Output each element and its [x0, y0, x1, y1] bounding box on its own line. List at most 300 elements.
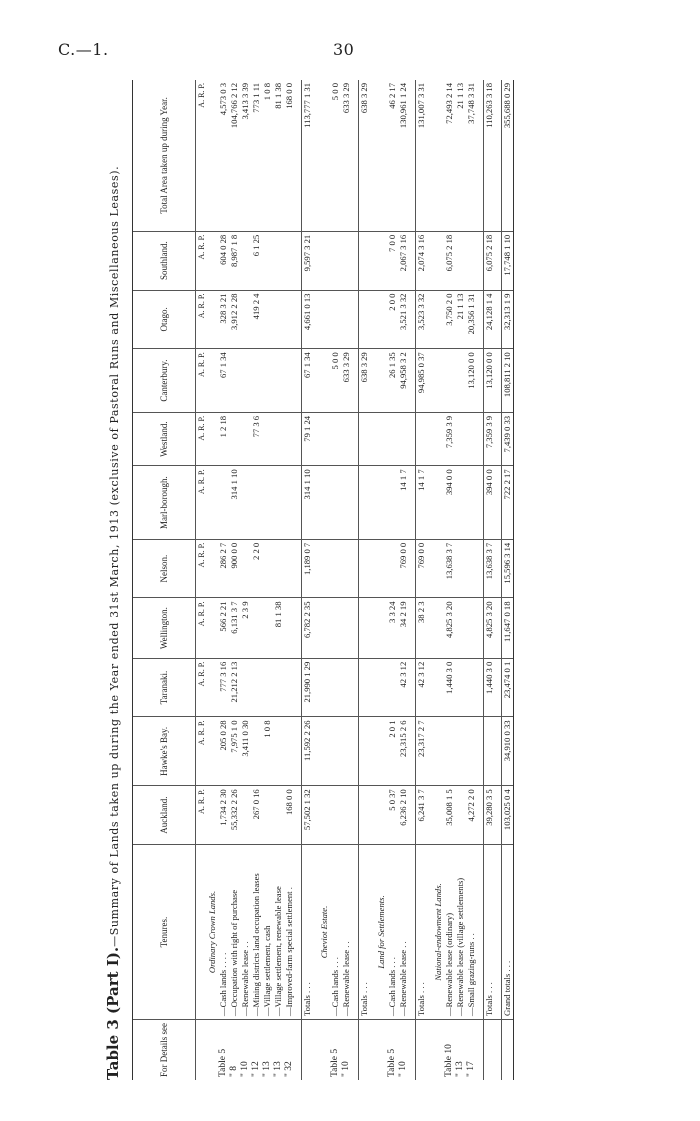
row-value: 7,975 1 0	[229, 717, 240, 786]
row-value	[341, 290, 352, 349]
row-value: 103,025 0 4	[502, 786, 514, 845]
row-value	[273, 539, 284, 598]
row-value: 21 1 13	[455, 290, 466, 349]
row-value	[466, 466, 477, 539]
row-ref-empty	[302, 1020, 314, 1081]
section-spacer	[319, 80, 330, 231]
section-heading: Ordinary Crown Lands.	[207, 845, 218, 1020]
section-spacer	[433, 717, 444, 786]
summary-table	[132, 80, 514, 1080]
row-value	[330, 598, 341, 658]
row-value: 13,638 3 7	[484, 539, 496, 598]
row-value	[284, 717, 295, 786]
row-total-cell: 633 3 29	[341, 80, 352, 231]
row-value	[466, 412, 477, 465]
row-value	[273, 349, 284, 413]
row-value	[284, 658, 295, 717]
units-label: A. R. P.	[196, 290, 208, 349]
row-label: —Improved-farm special settlement .	[284, 845, 295, 1020]
row-value	[359, 290, 371, 349]
district-header: Canterbury.	[133, 349, 196, 413]
table-row	[330, 80, 341, 1080]
row-value	[251, 349, 262, 413]
row-ref: Table 10	[444, 1044, 454, 1077]
page-code: C.—1.	[58, 40, 109, 59]
section-spacer	[376, 231, 387, 290]
row-value	[330, 539, 341, 598]
row-label: Totals . . .	[359, 845, 371, 1020]
units-spacer	[196, 1020, 208, 1081]
row-value: 11,592 2 26	[302, 717, 314, 786]
row-value	[359, 717, 371, 786]
row-value	[273, 290, 284, 349]
row-value	[240, 466, 251, 539]
row-value: 3,411 0 30	[240, 717, 251, 786]
row-value	[284, 539, 295, 598]
units-label: A. R. P.	[196, 717, 208, 786]
units-label: A. R. P.	[196, 231, 208, 290]
section-spacer	[207, 598, 218, 658]
row-value	[262, 231, 273, 290]
row-value	[455, 717, 466, 786]
row-label: —Cash lands . . .	[330, 845, 341, 1020]
row-value	[251, 598, 262, 658]
row-value: 42 3 12	[398, 658, 409, 717]
row-value	[359, 658, 371, 717]
table-row	[444, 80, 455, 1080]
units-row	[196, 80, 208, 1080]
row-value: 67 1 34	[218, 349, 229, 413]
row-value	[251, 717, 262, 786]
row-total-cell: 72,493 2 14	[444, 80, 455, 231]
row-value: 26 1 35	[387, 349, 398, 413]
row-value: 394 0 0	[444, 466, 455, 539]
row-value: 34,910 0 33	[502, 717, 514, 786]
row-value	[262, 786, 273, 845]
row-value: 13,638 3 7	[444, 539, 455, 598]
row-value	[387, 539, 398, 598]
row-value	[273, 412, 284, 465]
row-total-cell: 355,688 0 29	[502, 80, 514, 231]
row-value	[240, 539, 251, 598]
row-value	[359, 231, 371, 290]
row-value	[359, 598, 371, 658]
section-spacer	[207, 290, 218, 349]
row-value: 6 1 25	[251, 231, 262, 290]
row-value: 94,958 3 2	[398, 349, 409, 413]
row-total-cell: 773 1 11	[251, 80, 262, 231]
section-spacer	[376, 598, 387, 658]
table-row	[273, 80, 284, 1080]
row-value: 6,782 2 35	[302, 598, 314, 658]
row-value	[444, 349, 455, 413]
section-spacer	[433, 786, 444, 845]
row-value	[466, 658, 477, 717]
table-row	[240, 80, 251, 1080]
row-value	[273, 786, 284, 845]
row-value	[273, 466, 284, 539]
row-value	[330, 231, 341, 290]
row-value: 77 3 6	[251, 412, 262, 465]
section-spacer	[207, 786, 218, 845]
row-value	[273, 231, 284, 290]
units-label: A. R. P.	[196, 80, 208, 231]
table-row	[251, 80, 262, 1080]
row-label: —Renewable lease . .	[341, 845, 352, 1020]
row-value: 314 1 10	[302, 466, 314, 539]
row-value	[284, 349, 295, 413]
section-spacer	[433, 466, 444, 539]
row-value: 5 0 37	[387, 786, 398, 845]
page-number: 30	[333, 40, 355, 59]
table-row	[262, 80, 273, 1080]
district-header: Nelson.	[133, 539, 196, 598]
units-spacer	[196, 845, 208, 1020]
row-value: 2 3 9	[240, 598, 251, 658]
row-value	[387, 658, 398, 717]
row-value	[262, 539, 273, 598]
row-value	[455, 466, 466, 539]
header-row	[133, 80, 196, 1080]
row-value: 6,075 2 18	[484, 231, 496, 290]
row-value: 777 3 16	[218, 658, 229, 717]
section-spacer	[433, 290, 444, 349]
row-value: 1 2 18	[218, 412, 229, 465]
row-value: 722 2 17	[502, 466, 514, 539]
row-value	[359, 539, 371, 598]
row-value	[284, 466, 295, 539]
row-value	[455, 598, 466, 658]
row-value: 17,748 1 10	[502, 231, 514, 290]
row-value: 21,212 2 13	[229, 658, 240, 717]
row-value	[341, 658, 352, 717]
table-row	[398, 80, 409, 1080]
row-value: 419 2 4	[251, 290, 262, 349]
row-value	[484, 717, 496, 786]
row-total-cell: 113,777 1 31	[302, 80, 314, 231]
row-value	[341, 466, 352, 539]
units-label: A. R. P.	[196, 786, 208, 845]
row-value: 34 2 19	[398, 598, 409, 658]
row-value	[341, 231, 352, 290]
row-label: —Renewable lease . .	[240, 845, 251, 1020]
units-label: A. R. P.	[196, 598, 208, 658]
row-label: Grand totals . . .	[502, 845, 514, 1020]
row-value	[284, 598, 295, 658]
section-spacer	[207, 349, 218, 413]
row-value	[330, 412, 341, 465]
row-value: 328 3 21	[218, 290, 229, 349]
row-value	[229, 412, 240, 465]
row-value: 286 2 7	[218, 539, 229, 598]
units-label: A. R. P.	[196, 658, 208, 717]
row-total-cell: 1 0 8	[262, 80, 273, 231]
section-spacer	[433, 412, 444, 465]
district-header: Hawke's Bay.	[133, 717, 196, 786]
row-value: 24,128 1 4	[484, 290, 496, 349]
row-label: —Cash lands . . . .	[218, 845, 229, 1020]
row-total-cell: 110,263 3 18	[484, 80, 496, 231]
row-value	[359, 786, 371, 845]
row-value	[341, 786, 352, 845]
section-spacer	[376, 717, 387, 786]
row-label: —Renewable lease . .	[398, 845, 409, 1020]
row-value: 3,912 2 28	[229, 290, 240, 349]
row-value: 42 3 12	[416, 658, 428, 717]
row-value	[359, 412, 371, 465]
row-label: Totals . . .	[416, 845, 428, 1020]
district-header: Otago.	[133, 290, 196, 349]
row-label: —Village settlement, cash	[262, 845, 273, 1020]
section-spacer	[207, 658, 218, 717]
section-spacer	[319, 598, 330, 658]
row-total-cell: 104,766 2 12	[229, 80, 240, 231]
row-value	[273, 717, 284, 786]
row-value	[341, 412, 352, 465]
row-label: —Small grazing-runs . .	[466, 845, 477, 1020]
row-value	[455, 658, 466, 717]
district-header: Wellington.	[133, 598, 196, 658]
row-value: 6,241 3 7	[416, 786, 428, 845]
section-heading-row	[433, 80, 444, 1080]
row-value: 267 0 16	[251, 786, 262, 845]
row-value	[444, 717, 455, 786]
row-value: 2,074 3 16	[416, 231, 428, 290]
row-value: 5 0 0	[330, 349, 341, 413]
row-value	[262, 412, 273, 465]
row-value	[455, 231, 466, 290]
row-value: 11,647 0 18	[502, 598, 514, 658]
units-label: A. R. P.	[196, 412, 208, 465]
row-label: —Village settlement, renewable lease	[273, 845, 284, 1020]
row-total-cell: 81 1 38	[273, 80, 284, 231]
row-value	[466, 539, 477, 598]
row-value: 633 3 29	[341, 349, 352, 413]
row-total-cell: 638 3 29	[359, 80, 371, 231]
section-spacer	[207, 231, 218, 290]
row-value: 81 1 38	[273, 598, 284, 658]
totals-row	[359, 80, 371, 1080]
section-spacer	[319, 539, 330, 598]
row-value: 15,596 3 14	[502, 539, 514, 598]
row-value	[455, 539, 466, 598]
section-spacer	[376, 1020, 387, 1081]
row-value	[416, 412, 428, 465]
row-value: 32,313 1 9	[502, 290, 514, 349]
row-ref-empty	[359, 1020, 371, 1081]
row-label: —Cash lands . . .	[387, 845, 398, 1020]
table-row	[466, 80, 477, 1080]
section-spacer	[207, 1020, 218, 1081]
row-value	[284, 412, 295, 465]
section-heading: Land for Settlements.	[376, 845, 387, 1020]
total-area-header: Total Area taken up during Year.	[133, 80, 196, 231]
section-heading: National-endowment Lands.	[433, 845, 444, 1020]
row-value	[387, 412, 398, 465]
row-value	[455, 349, 466, 413]
row-value: 14 1 7	[416, 466, 428, 539]
row-ref: " 12	[251, 1061, 261, 1077]
section-spacer	[376, 290, 387, 349]
section-spacer	[433, 349, 444, 413]
row-label: —Occupation with right of purchase	[229, 845, 240, 1020]
row-label: —Renewable lease (village settlements)	[455, 845, 466, 1020]
table-row	[229, 80, 240, 1080]
row-value	[251, 466, 262, 539]
section-spacer	[433, 1020, 444, 1081]
row-value: 108,811 2 10	[502, 349, 514, 413]
row-value	[284, 290, 295, 349]
row-value	[240, 290, 251, 349]
section-spacer	[207, 80, 218, 231]
row-ref: " 8	[229, 1065, 239, 1077]
units-label: A. R. P.	[196, 539, 208, 598]
section-spacer	[376, 539, 387, 598]
section-spacer	[319, 466, 330, 539]
row-value	[341, 539, 352, 598]
row-value: 20,356 1 31	[466, 290, 477, 349]
table-row	[218, 80, 229, 1080]
section-heading-row	[319, 80, 330, 1080]
row-total-cell: 37,748 3 31	[466, 80, 477, 231]
section-spacer	[433, 658, 444, 717]
totals-row	[416, 80, 428, 1080]
row-value: 13,120 0 0	[466, 349, 477, 413]
row-value: 3 3 24	[387, 598, 398, 658]
row-value: 638 3 29	[359, 349, 371, 413]
section-spacer	[433, 231, 444, 290]
row-value	[229, 349, 240, 413]
section-spacer	[207, 539, 218, 598]
row-value: 2 0 1	[387, 717, 398, 786]
row-value: 2,067 3 16	[398, 231, 409, 290]
row-value	[240, 412, 251, 465]
row-value	[387, 466, 398, 539]
section-spacer	[433, 598, 444, 658]
row-value	[262, 598, 273, 658]
row-value: 604 0 28	[218, 231, 229, 290]
section-heading-row	[376, 80, 387, 1080]
section-spacer	[207, 466, 218, 539]
row-value: 35,008 1 5	[444, 786, 455, 845]
row-value	[466, 598, 477, 658]
row-value	[466, 231, 477, 290]
row-value: 7 0 0	[387, 231, 398, 290]
row-value: 39,280 3 5	[484, 786, 496, 845]
row-value: 4,825 3 20	[484, 598, 496, 658]
totals-row	[302, 80, 314, 1080]
section-spacer	[433, 80, 444, 231]
row-value	[273, 658, 284, 717]
section-spacer	[319, 412, 330, 465]
row-ref: " 13	[262, 1061, 272, 1077]
row-value: 1,440 3 0	[444, 658, 455, 717]
table-row	[284, 80, 295, 1080]
section-spacer	[376, 412, 387, 465]
district-header: Auckland.	[133, 786, 196, 845]
row-value: 23,317 2 7	[416, 717, 428, 786]
row-value: 900 0 0	[229, 539, 240, 598]
row-value: 23,315 2 6	[398, 717, 409, 786]
row-value: 205 0 28	[218, 717, 229, 786]
table-title-subtitle: —Summary of Lands taken up during the Year ended 31st March, 1913 (exclusive of Pastoral Runs and Miscellaneous Leases).	[108, 165, 121, 947]
row-value	[262, 349, 273, 413]
row-value: 2 0 0	[387, 290, 398, 349]
row-value	[455, 786, 466, 845]
row-value: 394 0 0	[484, 466, 496, 539]
row-total-cell: 4,573 0 3	[218, 80, 229, 231]
district-header: Southland.	[133, 231, 196, 290]
row-total-cell: 130,961 1 24	[398, 80, 409, 231]
table-title-main: Table 3 (Part I).	[104, 946, 122, 1080]
row-value	[262, 466, 273, 539]
section-spacer	[319, 1020, 330, 1081]
section-spacer	[319, 290, 330, 349]
row-value	[330, 466, 341, 539]
row-value: 94,985 0 37	[416, 349, 428, 413]
row-value: 3,750 2 0	[444, 290, 455, 349]
row-value	[330, 658, 341, 717]
row-value	[284, 231, 295, 290]
ref-header: For Details see	[133, 1020, 196, 1081]
row-value	[330, 290, 341, 349]
section-spacer	[319, 658, 330, 717]
row-value: 13,120 0 0	[484, 349, 496, 413]
row-label: —Mining districts land occupation leases	[251, 845, 262, 1020]
rotated-table-panel	[100, 80, 590, 1080]
totals-row	[484, 80, 496, 1080]
tenures-header: Tenures.	[133, 845, 196, 1020]
row-ref: Table 5	[387, 1048, 397, 1077]
row-ref: Table 5	[330, 1048, 340, 1077]
row-total-cell: 46 2 17	[387, 80, 398, 231]
section-spacer	[376, 80, 387, 231]
row-value	[341, 717, 352, 786]
row-value: 55,332 2 26	[229, 786, 240, 845]
section-spacer	[376, 786, 387, 845]
row-value	[262, 658, 273, 717]
row-value	[466, 717, 477, 786]
row-ref: " 10	[240, 1061, 250, 1077]
table-title	[100, 80, 128, 1080]
grand-totals-row	[502, 80, 514, 1080]
row-value: 21,990 1 29	[302, 658, 314, 717]
row-value: 14 1 7	[398, 466, 409, 539]
row-ref: " 13	[273, 1061, 283, 1077]
row-ref-empty	[484, 1020, 496, 1081]
row-value: 9,597 3 21	[302, 231, 314, 290]
section-spacer	[319, 231, 330, 290]
row-value	[218, 466, 229, 539]
row-value: 314 1 10	[229, 466, 240, 539]
row-value: 67 1 34	[302, 349, 314, 413]
row-value: 7,439 0 33	[502, 412, 514, 465]
section-spacer	[376, 349, 387, 413]
row-value: 3,523 3 32	[416, 290, 428, 349]
row-value: 57,502 1 32	[302, 786, 314, 845]
row-label: —Renewable lease (ordinary)	[444, 845, 455, 1020]
row-value: 1,440 3 0	[484, 658, 496, 717]
row-value: 168 0 0	[284, 786, 295, 845]
row-ref: " 17	[466, 1061, 476, 1077]
row-value	[240, 658, 251, 717]
row-value: 3,521 3 32	[398, 290, 409, 349]
row-ref: " 10	[341, 1061, 351, 1077]
row-value	[359, 466, 371, 539]
row-ref: " 10	[398, 1061, 408, 1077]
row-ref-empty	[416, 1020, 428, 1081]
row-value: 4,825 3 20	[444, 598, 455, 658]
